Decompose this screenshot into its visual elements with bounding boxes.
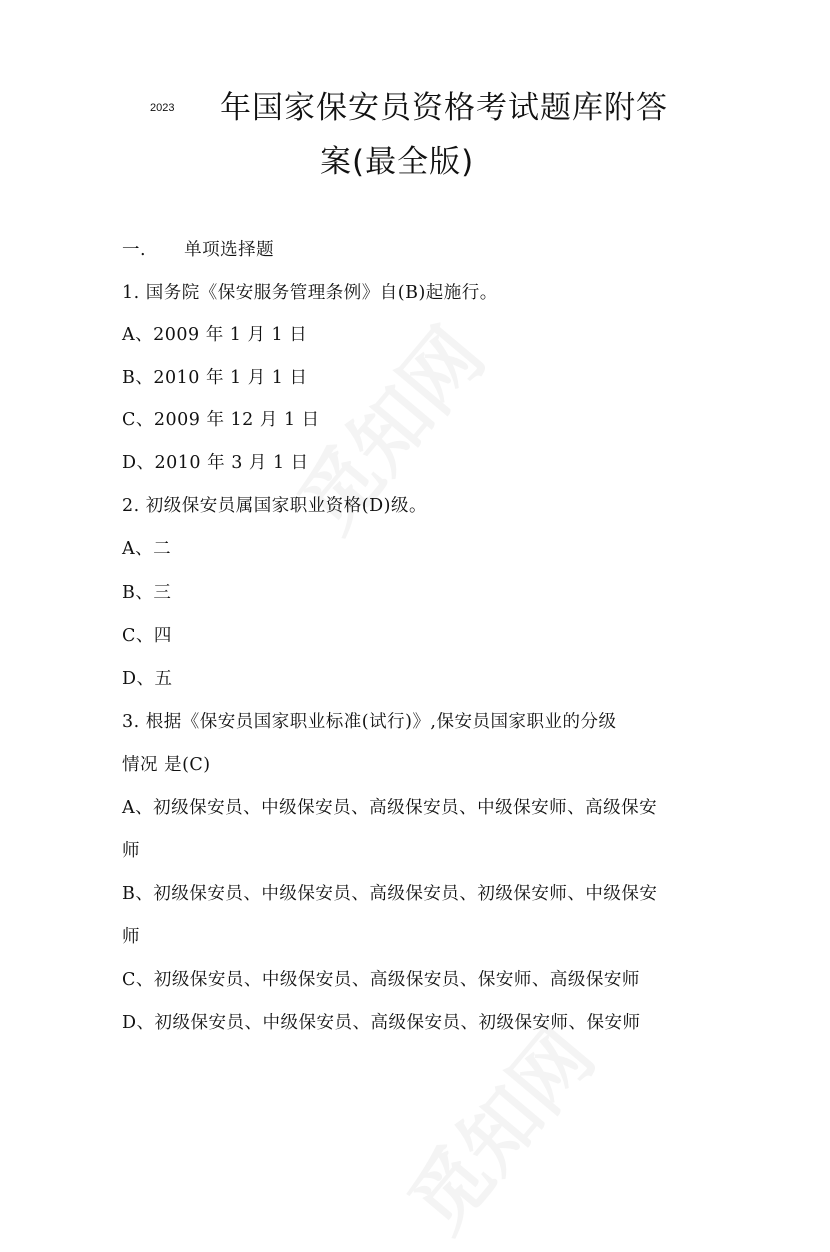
q3-option-c: C、初级保安员、中级保安员、高级保安员、保安师、高级保安师 xyxy=(122,970,640,990)
q2-option-d: D、五 xyxy=(122,669,173,689)
watermark-bottom xyxy=(379,1000,615,1251)
document-title: 年国家保安员资格考试题库附答 xyxy=(220,90,668,126)
question-2: 2. 初级保安员属国家职业资格(D)级。 xyxy=(122,496,427,516)
q3-option-a-continued: 师 xyxy=(122,841,140,861)
question-1: 1. 国务院《保安服务管理条例》自(B)起施行。 xyxy=(122,283,498,303)
q3-option-a: A、初级保安员、中级保安员、高级保安员、中级保安师、高级保安 xyxy=(122,798,658,818)
question-3: 3. 根据《保安员国家职业标准(试行)》,保安员国家职业的分级 xyxy=(122,712,617,732)
q2-option-c: C、四 xyxy=(122,626,172,646)
q3-option-b: B、初级保安员、中级保安员、高级保安员、初级保安师、中级保安 xyxy=(122,884,658,904)
question-3-continued: 情况 是(C) xyxy=(122,755,211,775)
q2-option-a: A、二 xyxy=(122,539,172,559)
q1-option-b: B、2010 年 1 月 1 日 xyxy=(122,368,308,388)
section-number: 一. xyxy=(122,240,147,260)
q2-option-b: B、三 xyxy=(122,583,172,603)
section-heading xyxy=(122,236,274,261)
q3-option-d: D、初级保安员、中级保安员、高级保安员、初级保安师、保安师 xyxy=(122,1013,641,1033)
q1-option-d: D、2010 年 3 月 1 日 xyxy=(122,453,309,473)
title-year: 2023 xyxy=(150,102,175,114)
section-label: 单项选择题 xyxy=(184,240,275,260)
q1-option-c: C、2009 年 12 月 1 日 xyxy=(122,410,320,430)
q3-option-b-continued: 师 xyxy=(122,927,140,947)
q1-option-a: A、2009 年 1 月 1 日 xyxy=(122,325,308,345)
document-title-continued: 案(最全版) xyxy=(320,144,475,180)
